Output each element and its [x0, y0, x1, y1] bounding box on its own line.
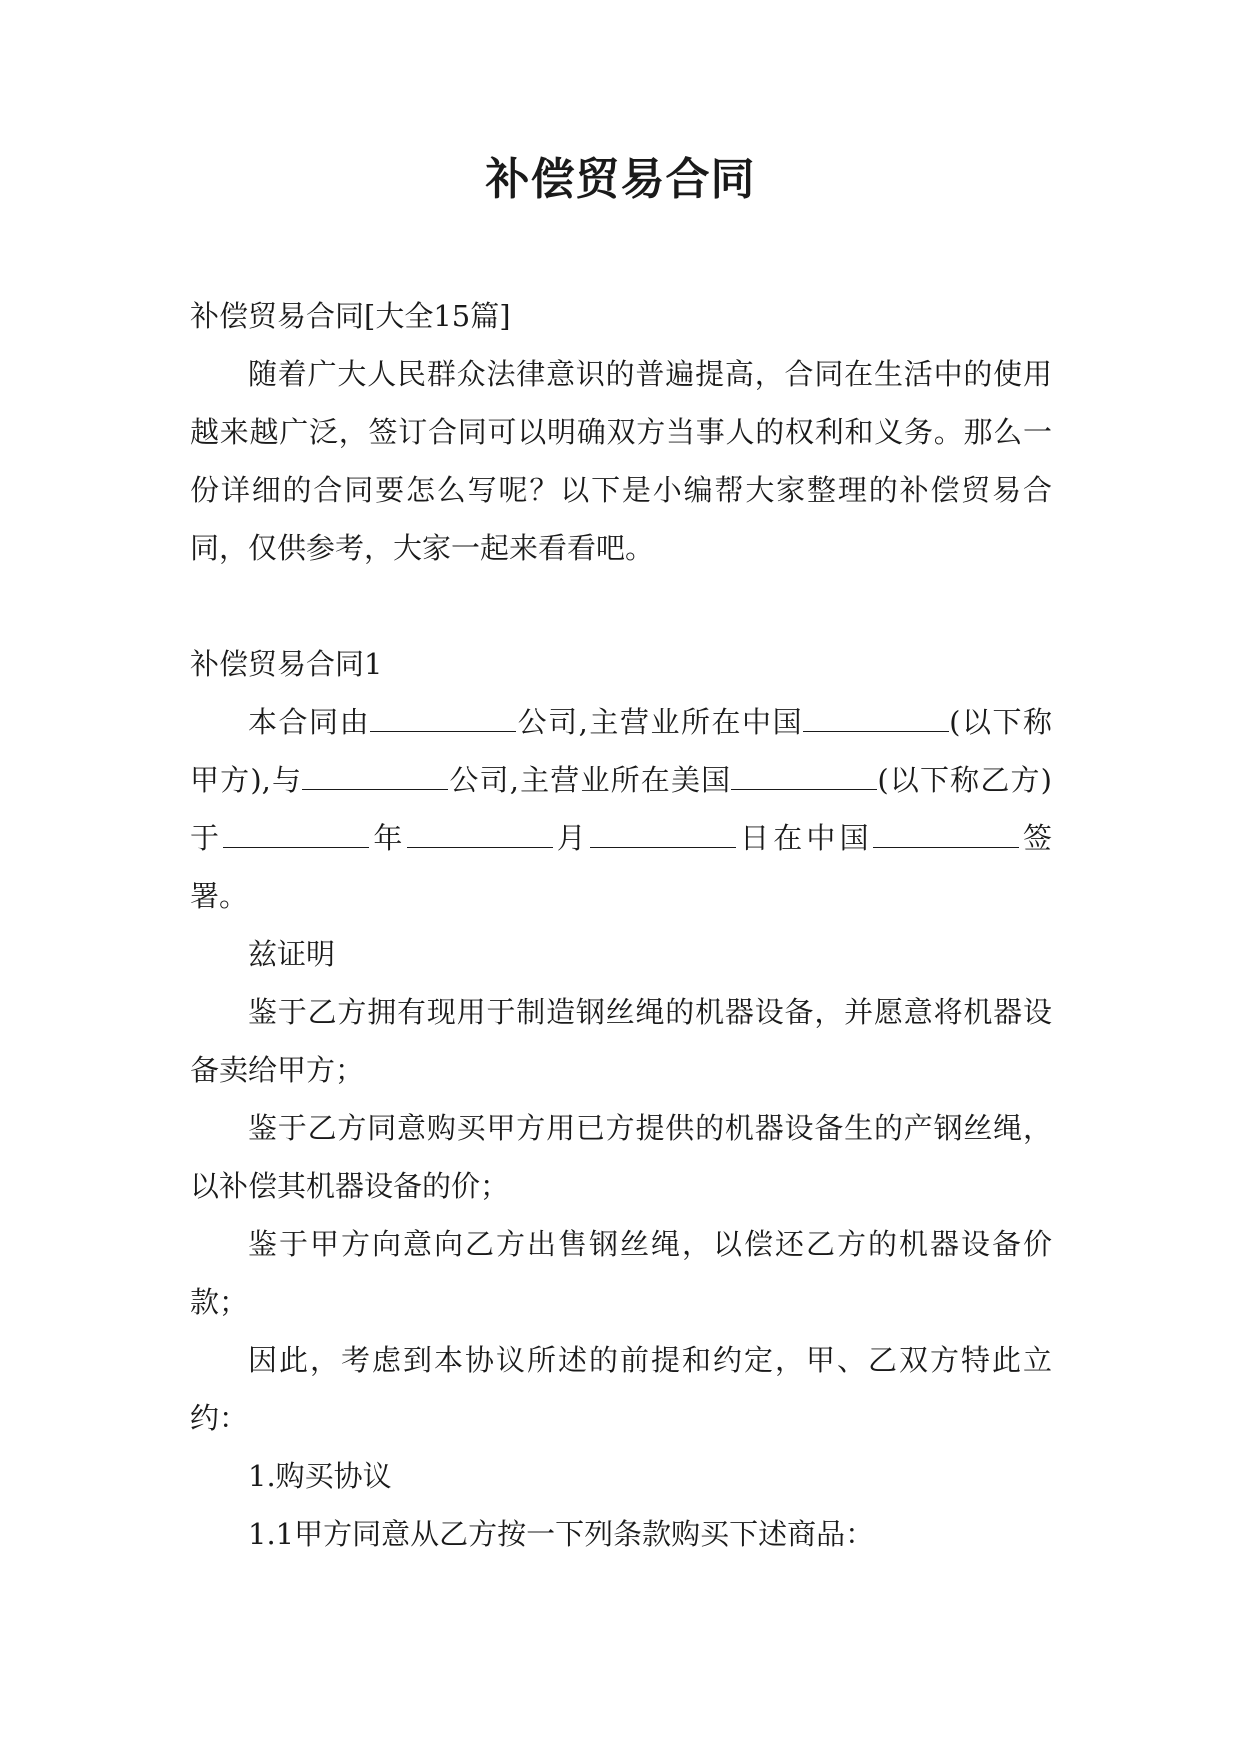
preamble-text: 公司,主营业所在美国: [448, 763, 732, 797]
blank-line: [731, 760, 877, 790]
blank-line: [302, 760, 448, 790]
collection-heading: 补偿贸易合同[大全15篇]: [190, 299, 511, 333]
section-clause: 1.1甲方同意从乙方按一下列条款购买下述商品：: [248, 1517, 875, 1551]
preamble-text: 月: [552, 821, 590, 855]
section-heading: 1.购买协议: [248, 1459, 392, 1493]
preamble-text: (以下称乙方)于: [190, 763, 1052, 855]
contract-heading: 补偿贸易合同1: [190, 647, 383, 681]
whereas-clause-1: 鉴于乙方拥有现用于制造钢丝绳的机器设备，并愿意将机器设备卖给甲方；: [190, 995, 1052, 1087]
blank-line: [590, 818, 736, 848]
preamble-text: 公司,主营业所在中国: [516, 705, 804, 739]
blank-line: [873, 818, 1019, 848]
preamble-text: 签署。: [190, 821, 1052, 913]
preamble-text: (以下称甲方),与: [190, 705, 1052, 797]
witness-line: 兹证明: [248, 937, 336, 971]
document-body: [190, 287, 1052, 1563]
therefore-clause: 因此，考虑到本协议所述的前提和约定，甲、乙双方特此立约：: [190, 1343, 1052, 1435]
whereas-clause-2: 鉴于乙方同意购买甲方用已方提供的机器设备生的产钢丝绳，以补偿其机器设备的价；: [190, 1111, 1052, 1203]
preamble-text: 本合同由: [248, 705, 371, 739]
intro-paragraph: 随着广大人民群众法律意识的普遍提高，合同在生活中的使用越来越广泛，签订合同可以明确双方当事人的权利和义务。那么一份详细的合同要怎么写呢？以下是小编帮大家整理的补偿贸易合同，仅供参考，大家一起来看看吧。: [190, 357, 1052, 565]
preamble-text: 年: [369, 821, 407, 855]
blank-line: [803, 702, 949, 732]
preamble-text: 日在中国: [735, 821, 873, 855]
blank-line: [223, 818, 369, 848]
document-title: 补偿贸易合同: [485, 154, 756, 205]
blank-line: [370, 702, 516, 732]
blank-line: [407, 818, 553, 848]
paragraph-gap: [190, 577, 1052, 635]
whereas-clause-3: 鉴于甲方向意向乙方出售钢丝绳，以偿还乙方的机器设备价款；: [190, 1227, 1052, 1319]
preamble-paragraph: [190, 693, 1052, 925]
